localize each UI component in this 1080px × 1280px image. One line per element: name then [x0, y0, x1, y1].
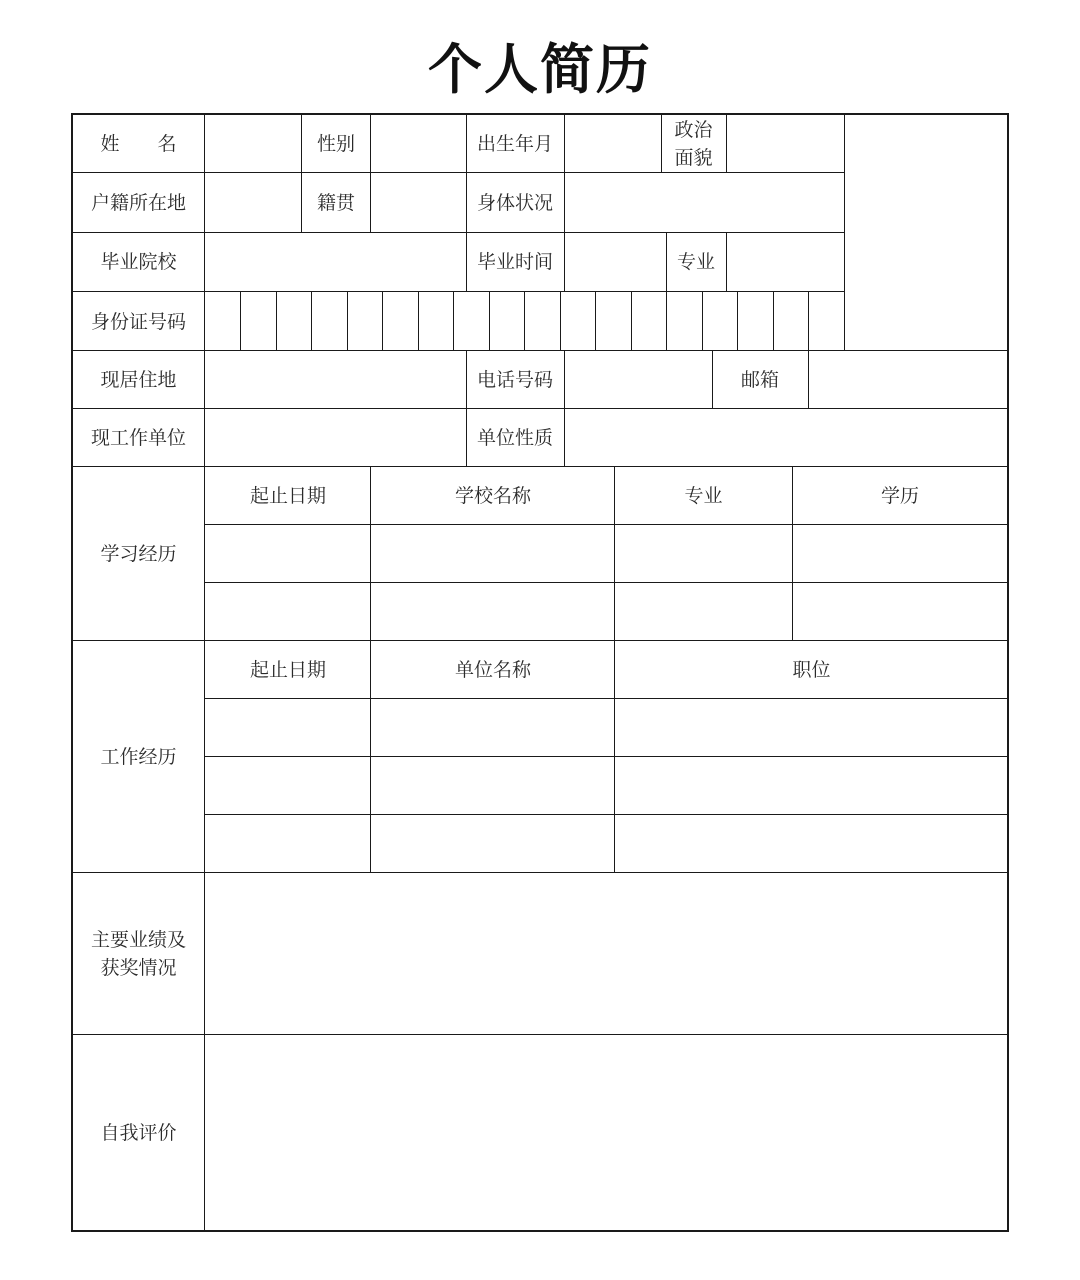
rule-achievements-bottom	[72, 1034, 1008, 1035]
id-digit-divider	[311, 292, 312, 351]
self-evaluation-field[interactable]	[205, 1035, 1008, 1231]
id-digit-divider	[489, 292, 490, 351]
study-history-label: 学习经历	[100, 543, 177, 565]
address-field[interactable]	[205, 351, 466, 409]
native-place-label: 籍贯	[316, 191, 355, 214]
phone-field[interactable]	[564, 351, 712, 409]
rule-major-right	[726, 232, 727, 292]
work-header-position: 职位	[792, 659, 831, 681]
rule-row2-bottom	[72, 232, 844, 233]
id-digit-divider	[737, 292, 738, 351]
politics-label	[661, 114, 726, 173]
rule-gender-left	[301, 114, 302, 232]
rule-contact-left	[466, 351, 467, 467]
name-field[interactable]	[205, 114, 301, 173]
health-label: 身体状况	[476, 191, 553, 214]
name-label: 姓 名	[100, 132, 177, 155]
id-digit-divider	[347, 292, 348, 351]
health-field[interactable]	[564, 173, 844, 232]
rule-email-left	[712, 351, 713, 409]
achievements-field[interactable]	[205, 873, 1008, 1035]
id-digit-divider	[702, 292, 703, 351]
work-header-dates: 起止日期	[249, 659, 326, 681]
rule-email-right	[808, 351, 809, 409]
rule-contact-right	[564, 351, 565, 467]
rule-politics-left	[661, 114, 662, 173]
study-header-degree: 学历	[880, 485, 919, 507]
rule-study-bottom	[72, 640, 1008, 641]
id-digit-divider	[595, 292, 596, 351]
id-digit-divider	[382, 292, 383, 351]
rule-work-header	[205, 698, 1008, 699]
id-digit-divider	[773, 292, 774, 351]
rule-row6-bottom	[72, 466, 1008, 467]
rule-mid-left	[466, 114, 467, 292]
rule-major-left	[666, 232, 667, 292]
achievements-label-line1: 主要业绩及	[90, 929, 186, 951]
employer-type-field[interactable]	[564, 409, 1008, 467]
rule-study-col1	[370, 467, 371, 641]
id-digit-divider	[666, 292, 667, 351]
politics-label-line1: 政治	[674, 118, 713, 141]
email-label: 邮箱	[740, 369, 779, 391]
rule-study-row1	[205, 582, 1008, 583]
rule-politics-right	[726, 114, 727, 173]
id-digit-divider	[631, 292, 632, 351]
major-field[interactable]	[726, 232, 844, 292]
birth-field[interactable]	[564, 114, 661, 173]
rule-mid-right	[564, 114, 565, 292]
major-label: 专业	[676, 251, 715, 273]
achievements-label	[72, 873, 205, 1035]
grad-time-field[interactable]	[564, 232, 666, 292]
rule-study-header	[205, 524, 1008, 525]
id-digit-divider	[276, 292, 277, 351]
rule-row3-bottom	[72, 291, 844, 292]
rule-work-row2	[205, 814, 1008, 815]
employer-field[interactable]	[205, 409, 466, 467]
birth-label: 出生年月	[476, 132, 553, 155]
gender-label: 性别	[316, 132, 355, 155]
page-title: 个人简历	[428, 37, 652, 101]
politics-field[interactable]	[726, 114, 844, 173]
email-field[interactable]	[808, 351, 1008, 409]
id-digit-divider	[560, 292, 561, 351]
rule-row5-bottom	[72, 408, 1008, 409]
rule-gender-right	[370, 114, 371, 232]
employer-type-label: 单位性质	[476, 427, 553, 449]
gender-field[interactable]	[371, 114, 466, 173]
study-rows[interactable]	[205, 525, 1008, 641]
politics-label-line2: 面貌	[674, 146, 713, 169]
achievements-label-line2: 获奖情况	[100, 957, 177, 979]
study-header-major: 专业	[684, 485, 723, 507]
study-header-school: 学校名称	[454, 485, 531, 507]
rule-work-bottom	[72, 872, 1008, 873]
id-number-label: 身份证号码	[90, 310, 186, 333]
self-evaluation-label: 自我评价	[100, 1122, 177, 1144]
photo-area[interactable]	[844, 114, 1008, 351]
address-label: 现居住地	[100, 369, 177, 391]
rule-label-column	[204, 114, 205, 1231]
grad-time-label: 毕业时间	[476, 251, 553, 273]
native-place-field[interactable]	[371, 173, 466, 232]
id-digit-divider	[808, 292, 809, 351]
hukou-field[interactable]	[205, 173, 301, 232]
rule-work-col2	[614, 641, 615, 873]
rule-study-col2	[614, 467, 615, 641]
work-history-label: 工作经历	[100, 746, 177, 768]
id-digit-divider	[524, 292, 525, 351]
id-digit-divider	[453, 292, 454, 351]
rule-work-col1	[370, 641, 371, 873]
id-digit-divider	[240, 292, 241, 351]
phone-label: 电话号码	[476, 369, 553, 391]
school-field[interactable]	[205, 232, 466, 292]
employer-label: 现工作单位	[90, 427, 186, 449]
school-label: 毕业院校	[100, 251, 177, 273]
rule-photo-left	[844, 114, 845, 351]
rule-row1-bottom	[72, 172, 844, 173]
work-header-employer: 单位名称	[454, 659, 531, 681]
id-digit-divider	[418, 292, 419, 351]
rule-study-col3	[792, 467, 793, 641]
rule-work-row1	[205, 756, 1008, 757]
work-rows[interactable]	[205, 699, 1008, 873]
hukou-label: 户籍所在地	[90, 191, 186, 214]
study-header-dates: 起止日期	[249, 485, 326, 507]
rule-row4-bottom	[72, 350, 1008, 351]
